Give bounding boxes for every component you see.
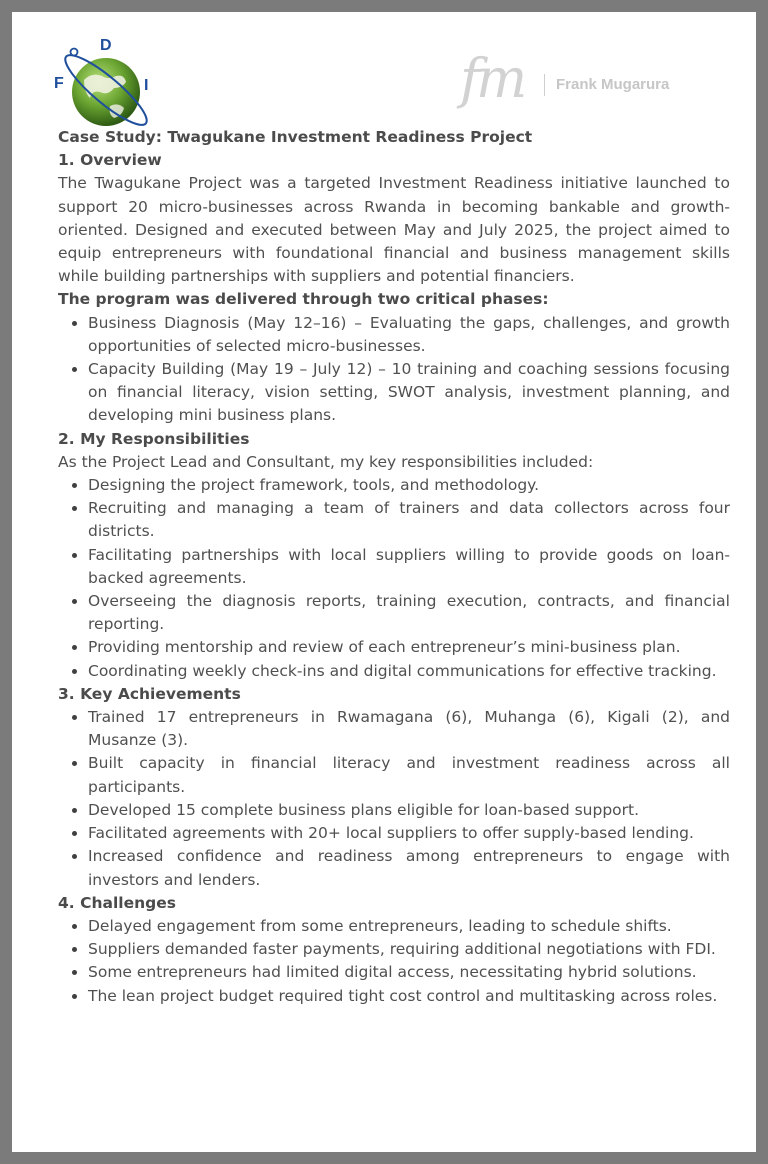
list-item: • Built capacity in financial literacy and investment readiness across all participants. — [88, 752, 730, 798]
list-item: • Recruiting and managing a team of trainers and data collectors across four districts. — [88, 497, 730, 543]
list-item: • Providing mentorship and review of each entrepreneur’s mini-business plan. — [88, 636, 730, 659]
responsibilities-heading: 2. My Responsibilities — [58, 429, 250, 448]
case-study-content — [58, 126, 730, 1008]
phases-list — [58, 312, 730, 428]
list-item: • Coordinating weekly check-ins and digital communications for effective tracking. — [88, 660, 730, 683]
list-item: • Increased confidence and readiness among entrepreneurs to engage with investors and lenders. — [88, 845, 730, 891]
list-item: • Trained 17 entrepreneurs in Rwamagana (6), Muhanga (6), Kigali (2), and Musanze (3). — [88, 706, 730, 752]
author-brand — [460, 40, 720, 126]
list-item: • Overseeing the diagnosis reports, training execution, contracts, and financial reporting. — [88, 590, 730, 636]
brand-divider — [544, 74, 545, 96]
overview-heading: 1. Overview — [58, 151, 162, 170]
achievements-heading: 3. Key Achievements — [58, 684, 241, 703]
phases-subheading: The program was delivered through two critical phases: — [58, 290, 549, 309]
list-item: • Suppliers demanded faster payments, requiring additional negotiations with FDI. — [88, 938, 730, 961]
list-item: • The lean project budget required tight cost control and multitasking across roles. — [88, 985, 730, 1008]
globe-icon — [72, 58, 140, 126]
fdi-globe-logo — [44, 34, 152, 134]
list-item: • Delayed engagement from some entrepreneurs, leading to schedule shifts. — [88, 915, 730, 938]
logo-letter-d: D — [100, 37, 112, 54]
list-item: • Facilitating partnerships with local suppliers willing to provide goods on loan-backed agreements. — [88, 544, 730, 590]
list-item: • Designing the project framework, tools, and methodology. — [88, 474, 730, 497]
signature-monogram: fm — [460, 47, 524, 110]
overview-paragraph: The Twagukane Project was a targeted Investment Readiness initiative launched to support 20 micro-businesses across Rwanda in becoming bankable and growth-oriented. Designed and executed between May and July 2025, the project aimed to equip entrepreneurs with foundational financial and business management skills while building partnerships with suppliers and potential financiers. — [58, 174, 730, 286]
responsibilities-intro: As the Project Lead and Consultant, my key responsibilities included: — [58, 452, 594, 471]
challenges-heading: 4. Challenges — [58, 893, 176, 912]
responsibilities-list — [58, 474, 730, 683]
document-title: Case Study: Twagukane Investment Readiness Project — [58, 128, 533, 146]
list-item: • Some entrepreneurs had limited digital access, necessitating hybrid solutions. — [88, 961, 730, 984]
achievements-list — [58, 706, 730, 892]
list-item: • Facilitated agreements with 20+ local suppliers to offer supply-based lending. — [88, 822, 730, 845]
list-item: • Developed 15 complete business plans eligible for loan-based support. — [88, 799, 730, 822]
document-page — [12, 12, 756, 1152]
author-name: Frank Mugarura — [556, 76, 670, 93]
list-item: • Business Diagnosis (May 12–16) – Evaluating the gaps, challenges, and growth opportunities of selected micro-businesses. — [88, 312, 730, 358]
logo-letter-i: I — [144, 77, 149, 94]
challenges-list — [58, 915, 730, 1008]
list-item: • Capacity Building (May 19 – July 12) – 10 training and coaching sessions focusing on financial literacy, vision setting, SWOT analysis, investment planning, and developing mini business plans. — [88, 358, 730, 428]
logo-letter-f: F — [54, 75, 64, 92]
